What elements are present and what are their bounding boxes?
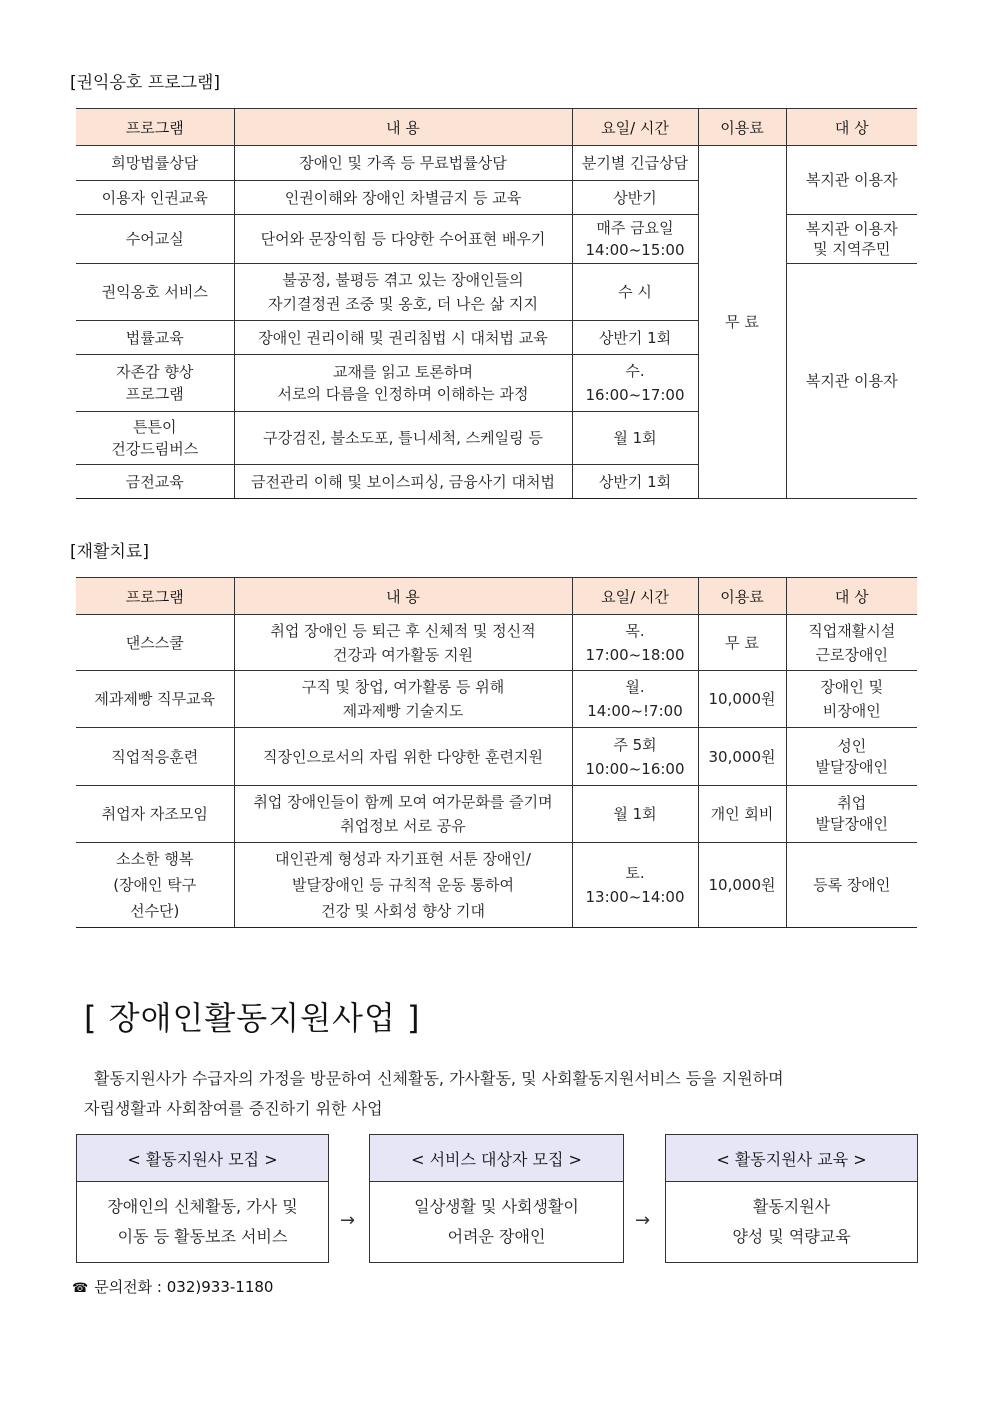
- program-cell: 직업적응훈련: [76, 728, 234, 786]
- program-cell: 권익옹호 서비스: [76, 264, 234, 321]
- contact-text: 문의전화 : 032)933-1180: [94, 1278, 274, 1296]
- program-cell: 수어교실: [76, 215, 234, 264]
- target-cell: 성인 발달장애인: [786, 728, 917, 786]
- col-header-program: 프로그램: [76, 109, 234, 146]
- advocacy-table: [76, 108, 917, 499]
- col-header-fee: 이용료: [698, 578, 786, 615]
- content-cell: 불공정, 불평등 겪고 있는 장애인들의 자기결정권 조중 및 옹호, 더 나은 삶 지지: [234, 264, 572, 321]
- target-cell: 복지관 이용자: [786, 146, 917, 215]
- time-cell: 수. 16:00~17:00: [572, 355, 698, 412]
- fee-cell: 10,000원: [698, 843, 786, 928]
- target-cell: 직업재활시설 근로장애인: [786, 615, 917, 671]
- flow-box-helper-training: [665, 1134, 918, 1263]
- table-header-row: [76, 109, 917, 146]
- col-header-time: 요일/ 시간: [572, 578, 698, 615]
- table-row: [76, 843, 917, 928]
- flow-box-recruit-clients: [369, 1134, 624, 1263]
- time-cell: 월. 14:00~!7:00: [572, 671, 698, 728]
- content-cell: 금전관리 이해 및 보이스피싱, 금융사기 대처법: [234, 465, 572, 499]
- col-header-content: 내 용: [234, 109, 572, 146]
- time-cell: 주 5회 10:00~16:00: [572, 728, 698, 786]
- flow-box-text: 어려운 장애인: [447, 1227, 546, 1246]
- table-row: [76, 146, 917, 181]
- col-header-time: 요일/ 시간: [572, 109, 698, 146]
- program-cell: 희망법률상담: [76, 146, 234, 181]
- program-cell: 댄스스쿨: [76, 615, 234, 671]
- program-cell: 자존감 향상 프로그램: [76, 355, 234, 412]
- table-row: [76, 215, 917, 264]
- content-cell: 대인관계 형성과 자기표현 서툰 장애인/ 발달장애인 등 규칙적 운동 통하여 건강 및 사회성 향상 기대: [234, 843, 572, 928]
- flow-box-text: 이동 등 활동보조 서비스: [117, 1227, 288, 1246]
- intro-line: 자립생활과 사회참여를 증진하기 위한 사업: [84, 1099, 383, 1118]
- flow-box-body: [666, 1182, 917, 1262]
- table-row: [76, 615, 917, 671]
- program-cell: 튼튼이 건강드림버스: [76, 412, 234, 465]
- col-header-target: 대 상: [786, 578, 917, 615]
- time-cell: 상반기: [572, 181, 698, 215]
- flow-box-body: [370, 1182, 623, 1262]
- program-cell: 소소한 행복 (장애인 탁구 선수단): [76, 843, 234, 928]
- fee-cell: 10,000원: [698, 671, 786, 728]
- phone-icon: ☎: [72, 1281, 89, 1296]
- content-cell: 직장인으로서의 자립 위한 다양한 훈련지원: [234, 728, 572, 786]
- content-cell: 취업 장애인 등 퇴근 후 신체적 및 정신적 건강과 여가활동 지원: [234, 615, 572, 671]
- intro-paragraph: [84, 1064, 924, 1124]
- time-cell: 분기별 긴급상담: [572, 146, 698, 181]
- program-cell: 제과제빵 직무교육: [76, 671, 234, 728]
- content-cell: 장애인 및 가족 등 무료법률상담: [234, 146, 572, 181]
- fee-cell: 30,000원: [698, 728, 786, 786]
- content-cell: 교재를 읽고 토론하며 서로의 다름을 인정하며 이해하는 과정: [234, 355, 572, 412]
- content-cell: 구직 및 창업, 여가활롱 등 위해 제과제빵 기술지도: [234, 671, 572, 728]
- target-cell: 취업 발달장애인: [786, 786, 917, 843]
- fee-cell-merged: 무 료: [698, 146, 786, 499]
- time-cell: 월 1회: [572, 786, 698, 843]
- program-cell: 이용자 인권교육: [76, 181, 234, 215]
- section-title-rehab: [재활치료]: [70, 542, 149, 562]
- content-cell: 구강검진, 불소도포, 틀니세척, 스케일링 등: [234, 412, 572, 465]
- flow-box-heading: < 서비스 대상자 모집 >: [370, 1135, 623, 1182]
- flow-box-heading: < 활동지원사 모집 >: [77, 1135, 328, 1182]
- time-cell: 목. 17:00~18:00: [572, 615, 698, 671]
- table-row: [76, 728, 917, 786]
- col-header-content: 내 용: [234, 578, 572, 615]
- fee-cell: 개인 회비: [698, 786, 786, 843]
- target-cell: 복지관 이용자: [786, 264, 917, 499]
- col-header-program: 프로그램: [76, 578, 234, 615]
- section-title-activity-support: [ 장애인활동지원사업 ]: [84, 999, 421, 1037]
- flow-box-text: 장애인의 신체활동, 가사 및: [107, 1197, 298, 1216]
- time-cell: 매주 금요일 14:00~15:00: [572, 215, 698, 264]
- flow-box-text: 일상생활 및 사회생활이: [414, 1197, 579, 1216]
- target-cell: 복지관 이용자 및 지역주민: [786, 215, 917, 264]
- contact-line: [72, 1276, 273, 1297]
- rehab-table: [76, 577, 917, 928]
- content-cell: 단어와 문장익힘 등 다양한 수어표현 배우기: [234, 215, 572, 264]
- target-cell: 장애인 및 비장애인: [786, 671, 917, 728]
- table-row: [76, 671, 917, 728]
- program-cell: 법률교육: [76, 321, 234, 355]
- col-header-target: 대 상: [786, 109, 917, 146]
- col-header-fee: 이용료: [698, 109, 786, 146]
- time-cell: 수 시: [572, 264, 698, 321]
- table-row: [76, 786, 917, 843]
- section-title-advocacy: [권익옹호 프로그램]: [70, 73, 221, 93]
- content-cell: 취업 장애인들이 함께 모여 여가문화를 즐기며 취업정보 서로 공유: [234, 786, 572, 843]
- time-cell: 토. 13:00~14:00: [572, 843, 698, 928]
- flow-box-text: 활동지원사: [752, 1197, 831, 1216]
- arrow-right-icon: →: [340, 1210, 356, 1231]
- flow-box-recruit-helpers: [76, 1134, 329, 1263]
- intro-line: 활동지원사가 수급자의 가정을 방문하여 신체활동, 가사활동, 및 사회활동지원서비스 등을 지원하며: [94, 1069, 784, 1088]
- time-cell: 월 1회: [572, 412, 698, 465]
- flow-box-heading: < 활동지원사 교육 >: [666, 1135, 917, 1182]
- program-cell: 금전교육: [76, 465, 234, 499]
- content-cell: 인권이해와 장애인 차별금지 등 교육: [234, 181, 572, 215]
- flow-box-text: 양성 및 역량교육: [732, 1227, 851, 1246]
- program-cell: 취업자 자조모임: [76, 786, 234, 843]
- fee-cell: 무 료: [698, 615, 786, 671]
- time-cell: 상반기 1회: [572, 321, 698, 355]
- flow-box-body: [77, 1182, 328, 1262]
- content-cell: 장애인 권리이해 및 권리침법 시 대처법 교육: [234, 321, 572, 355]
- table-header-row: [76, 578, 917, 615]
- target-cell: 등록 장애인: [786, 843, 917, 928]
- table-row: [76, 264, 917, 321]
- time-cell: 상반기 1회: [572, 465, 698, 499]
- arrow-right-icon: →: [635, 1210, 651, 1231]
